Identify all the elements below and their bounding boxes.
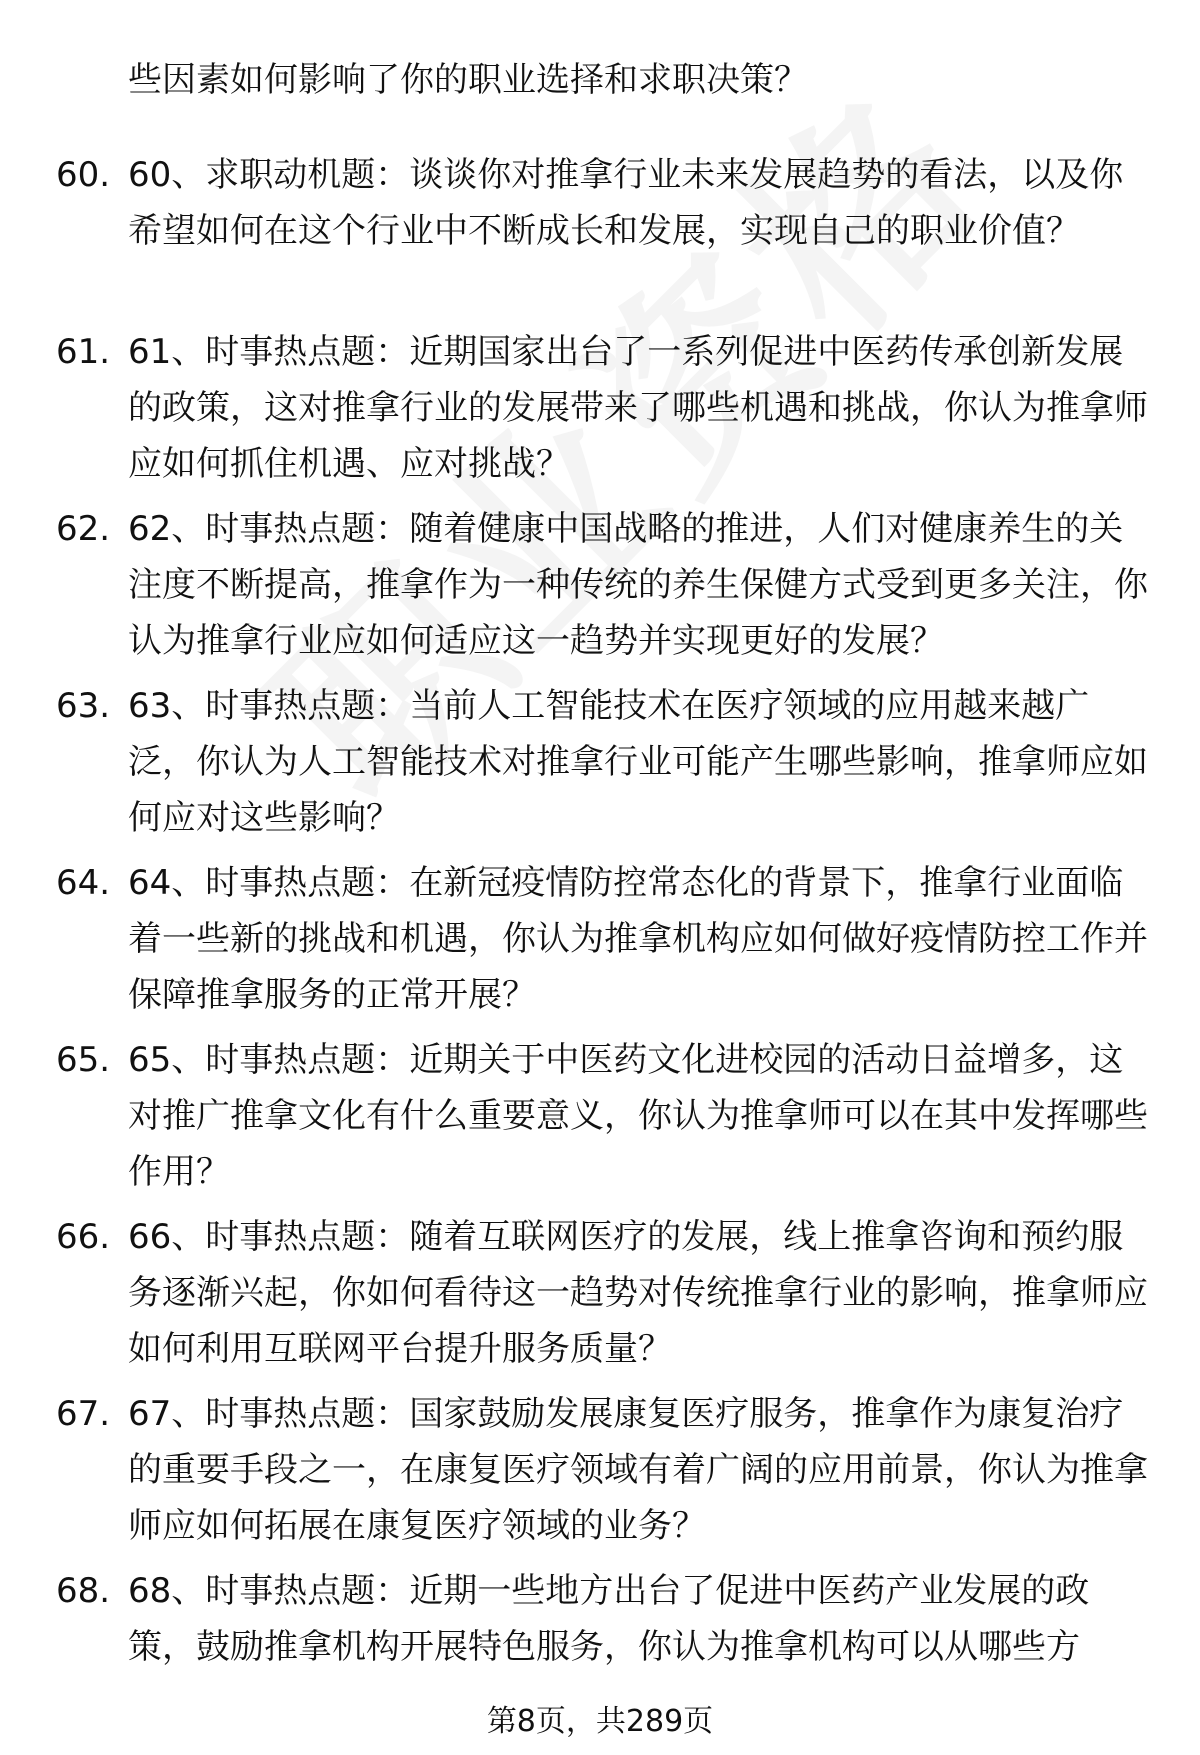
question-number: 64. (56, 863, 111, 903)
question-text: 60、求职动机题：谈谈你对推拿行业未来发展趋势的看法，以及你希望如何在这个行业中不断成长和发展，实现自己的职业价值？ (128, 155, 1124, 251)
question-item (0, 1563, 1200, 1703)
question-text: 67、时事热点题：国家鼓励发展康复医疗服务，推拿作为康复治疗的重要手段之一，在康复医疗领域有着广阔的应用前景，你认为推拿师应如何拓展在康复医疗领域的业务？ (128, 1394, 1148, 1546)
question-item (0, 1386, 1200, 1563)
question-item (0, 1032, 1200, 1209)
question-number: 68. (56, 1571, 111, 1611)
question-item (0, 678, 1200, 855)
question-text: 64、时事热点题：在新冠疫情防控常态化的背景下，推拿行业面临着一些新的挑战和机遇，你认为推拿机构应如何做好疫情防控工作并保障推拿服务的正常开展？ (128, 863, 1148, 1015)
question-number: 66. (56, 1217, 111, 1257)
continuation-text: 些因素如何影响了你的职业选择和求职决策？ (128, 60, 808, 100)
question-text: 65、时事热点题：近期关于中医药文化进校园的活动日益增多，这对推广推拿文化有什么重要意义，你认为推拿师可以在其中发挥哪些作用？ (128, 1040, 1148, 1192)
question-text: 62、时事热点题：随着健康中国战略的推进，人们对健康养生的关注度不断提高，推拿作为一种传统的养生保健方式受到更多关注，你认为推拿行业应如何适应这一趋势并实现更好的发展？ (128, 509, 1148, 661)
question-item (0, 1209, 1200, 1386)
page-footer: 第8页，共289页 (486, 1704, 714, 1739)
question-list (0, 147, 1200, 1703)
question-item (0, 501, 1200, 678)
question-number: 60. (56, 155, 111, 195)
question-number: 61. (56, 332, 111, 372)
question-text: 61、时事热点题：近期国家出台了一系列促进中医药传承创新发展的政策，这对推拿行业的发展带来了哪些机遇和挑战，你认为推拿师应如何抓住机遇、应对挑战？ (128, 332, 1148, 484)
question-text: 63、时事热点题：当前人工智能技术在医疗领域的应用越来越广泛，你认为人工智能技术对推拿行业可能产生哪些影响，推拿师应如何应对这些影响？ (128, 686, 1148, 838)
question-number: 63. (56, 686, 111, 726)
question-item (0, 147, 1200, 324)
question-number: 62. (56, 509, 111, 549)
question-item (0, 324, 1200, 501)
question-item (0, 855, 1200, 1032)
question-number: 67. (56, 1394, 111, 1434)
question-number: 65. (56, 1040, 111, 1080)
question-text: 68、时事热点题：近期一些地方出台了促进中医药产业发展的政策，鼓励推拿机构开展特色服务，你认为推拿机构可以从哪些方 (128, 1571, 1090, 1667)
question-text: 66、时事热点题：随着互联网医疗的发展，线上推拿咨询和预约服务逐渐兴起，你如何看待这一趋势对传统推拿行业的影响，推拿师应如何利用互联网平台提升服务质量？ (128, 1217, 1148, 1369)
